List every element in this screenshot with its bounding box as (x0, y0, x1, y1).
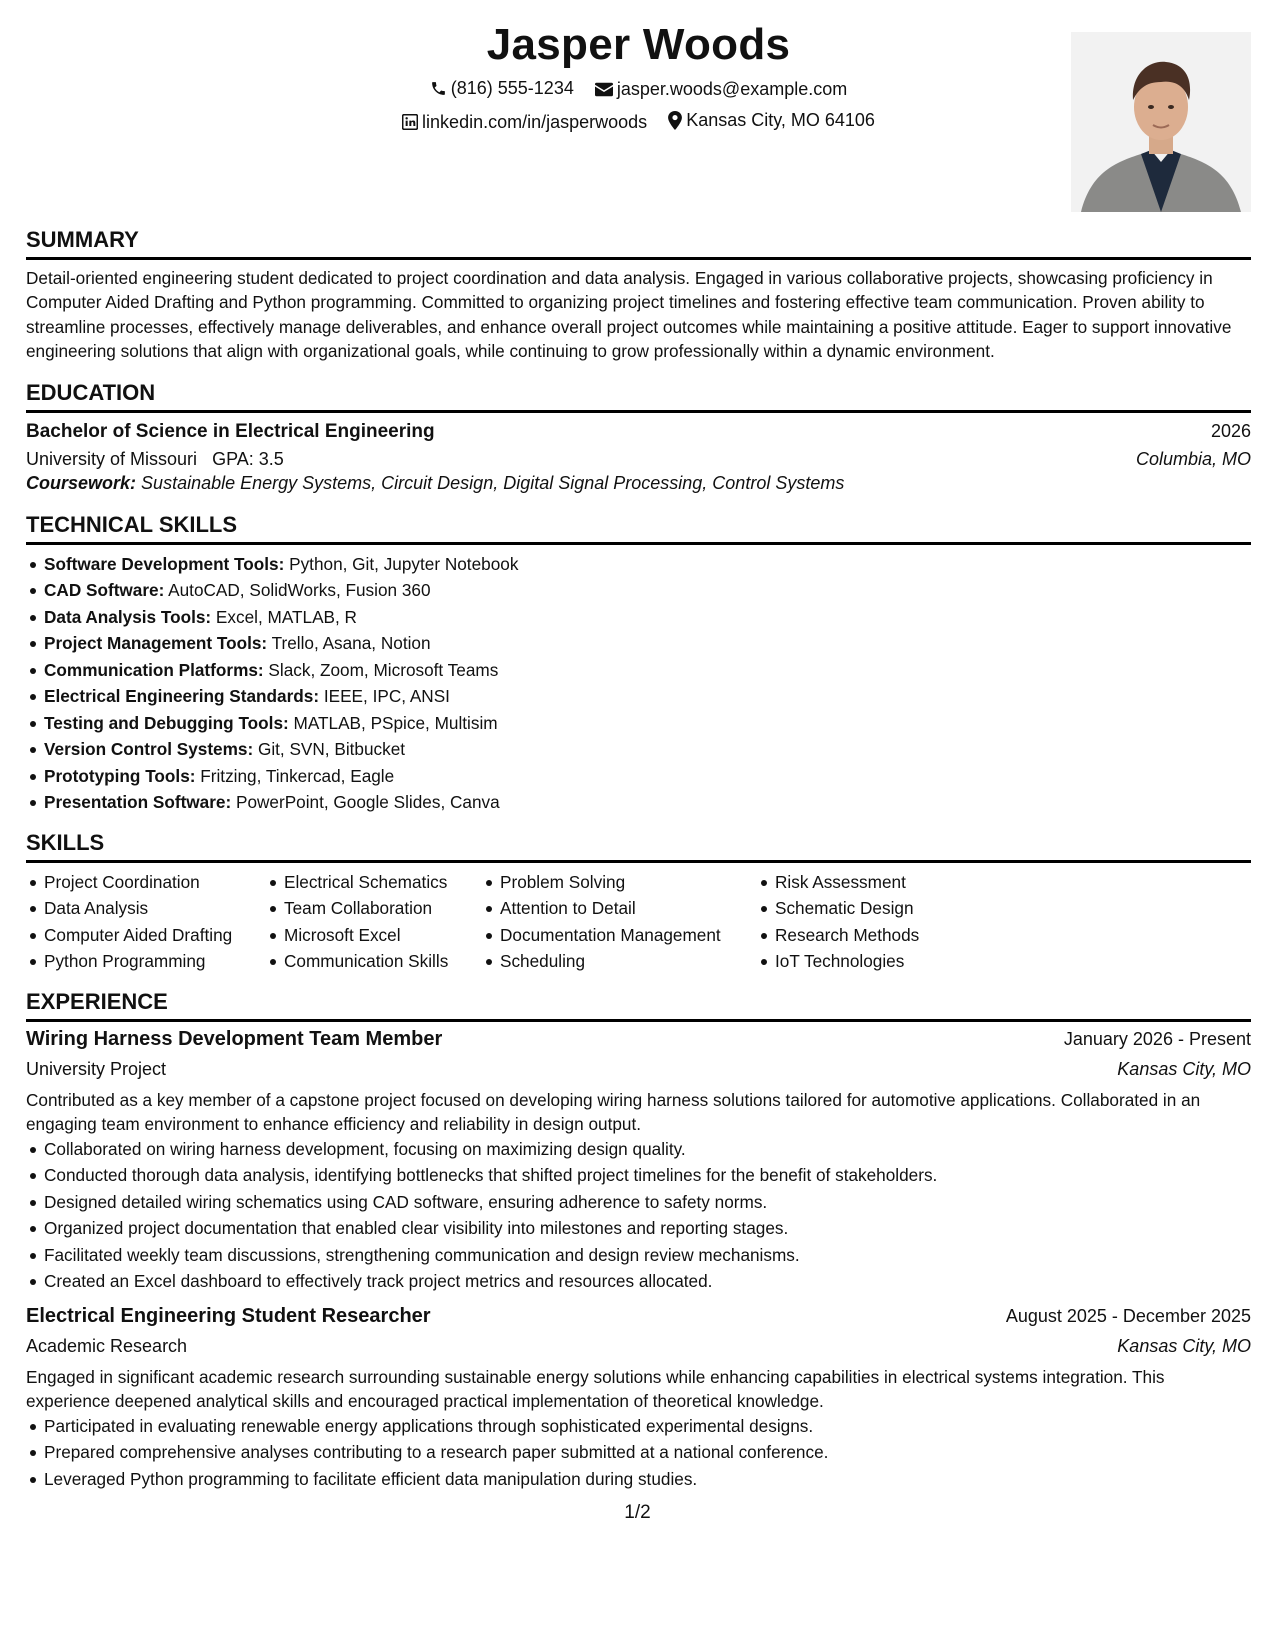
school-name: University of Missouri (26, 448, 198, 469)
skills-grid (26, 869, 1251, 975)
skills-column-3 (482, 869, 757, 975)
education-heading: EDUCATION (26, 380, 1251, 413)
skills-section (26, 830, 1251, 975)
coursework-label: Coursework: (26, 472, 137, 493)
email-contact[interactable] (595, 79, 847, 100)
list-item: Research Methods (775, 922, 1015, 949)
job-description: Engaged in significant academic research surrounding sustainable energy solutions while enhancing capabilities in electrical systems integration. This experience deepened analytical skills and encouraged practical implementation of theoretical knowledge. (26, 1366, 1165, 1411)
list-item: Created an Excel dashboard to effectively track project metrics and resources allocated. (44, 1268, 1251, 1295)
phone-icon (430, 80, 447, 97)
map-pin-icon (668, 111, 682, 130)
location-contact (668, 110, 875, 131)
contact-row-1 (26, 78, 1251, 102)
list-item: Attention to Detail (500, 895, 757, 922)
list-item: Communication Platforms: Slack, Zoom, Microsoft Teams (44, 657, 1251, 684)
job-organization: Academic Research (26, 1335, 188, 1356)
job-description: Contributed as a key member of a capstone project focused on developing wiring harness solutions tailored for automotive applications. Collaborated in an engaging team environment to enhance efficiency and reliability in design output. (26, 1089, 1201, 1134)
list-item: Software Development Tools: Python, Git, Jupyter Notebook (44, 551, 1251, 578)
skills-column-1 (26, 869, 266, 975)
page-number: 1/2 (624, 1502, 651, 1523)
list-item: Python Programming (44, 948, 266, 975)
phone-contact[interactable] (430, 78, 574, 99)
list-item: Participated in evaluating renewable energy applications through sophisticated experimental designs. (44, 1413, 1251, 1440)
location-text: Kansas City, MO 64106 (686, 110, 875, 130)
summary-heading: SUMMARY (26, 227, 1251, 260)
list-item: Prepared comprehensive analyses contributing to a research paper submitted at a national conference. (44, 1439, 1251, 1466)
coursework (26, 473, 1251, 494)
list-item: Risk Assessment (775, 869, 1015, 896)
job-dates: January 2026 - Present (1063, 1028, 1251, 1049)
technical-skills-heading: TECHNICAL SKILLS (26, 512, 1251, 545)
list-item: Data Analysis (44, 895, 266, 922)
list-item: Data Analysis Tools: Excel, MATLAB, R (44, 604, 1251, 631)
technical-skills-list (26, 551, 1251, 816)
skills-heading: SKILLS (26, 830, 1251, 863)
job-title: Electrical Engineering Student Researcher (26, 1304, 431, 1327)
profile-photo (1071, 32, 1251, 212)
phone-text: (816) 555-1234 (450, 78, 574, 98)
technical-skills-section (26, 512, 1251, 816)
list-item: Communication Skills (284, 948, 482, 975)
list-item: Team Collaboration (284, 895, 482, 922)
list-item: Leveraged Python programming to facilitate efficient data manipulation during studies. (44, 1466, 1251, 1493)
experience-section (26, 989, 1251, 1493)
list-item: Schematic Design (775, 895, 1015, 922)
resume-header (26, 20, 1251, 225)
list-item: Presentation Software: PowerPoint, Google Slides, Canva (44, 789, 1251, 816)
list-item: Electrical Engineering Standards: IEEE, IPC, ANSI (44, 683, 1251, 710)
school-location: Columbia, MO (1135, 448, 1251, 469)
email-text: jasper.woods@example.com (616, 79, 848, 99)
skills-column-4 (757, 869, 1015, 975)
list-item: Project Coordination (44, 869, 266, 896)
job-location: Kansas City, MO (1117, 1335, 1251, 1356)
candidate-name: Jasper Woods (486, 20, 791, 69)
list-item: Version Control Systems: Git, SVN, Bitbucket (44, 736, 1251, 763)
list-item: Documentation Management (500, 922, 757, 949)
school-info (26, 449, 284, 470)
list-item: Project Management Tools: Trello, Asana, Notion (44, 630, 1251, 657)
list-item: Microsoft Excel (284, 922, 482, 949)
list-item: CAD Software: AutoCAD, SolidWorks, Fusion 360 (44, 577, 1251, 604)
graduation-year: 2026 (1210, 420, 1251, 441)
coursework-list: Sustainable Energy Systems, Circuit Design, Digital Signal Processing, Control Systems (141, 472, 845, 493)
list-item: Designed detailed wiring schematics using CAD software, ensuring adherence to safety norms. (44, 1189, 1251, 1216)
degree-title: Bachelor of Science in Electrical Engineering (26, 420, 435, 442)
job-bullets (26, 1136, 1251, 1295)
summary-section (26, 227, 1251, 364)
job-bullets (26, 1413, 1251, 1493)
resume-page (26, 20, 1251, 1492)
list-item: Collaborated on wiring harness development, focusing on maximizing design quality. (44, 1136, 1251, 1163)
gpa: GPA: 3.5 (212, 448, 284, 469)
list-item: Electrical Schematics (284, 869, 482, 896)
summary-text: Detail-oriented engineering student dedicated to project coordination and data analysis. Engaged in various collaborative projects, showcasing proficiency in Computer Aided Drafting and Python programming. Committed to organizing project timelines and fostering effective team communication. Proven ability to streamline processes, effectively manage deliverables, and enhance overall project outcomes while maintaining a positive attitude. Eager to support innovative engineering solutions that align with organizational goals, while continuing to grow professionally within a dynamic environment. (26, 268, 1232, 362)
list-item: Conducted thorough data analysis, identifying bottlenecks that shifted project timelines for the benefit of stakeholders. (44, 1162, 1251, 1189)
job-location: Kansas City, MO (1117, 1058, 1251, 1079)
list-item: Computer Aided Drafting (44, 922, 266, 949)
linkedin-contact[interactable] (402, 112, 647, 133)
envelope-icon (595, 82, 613, 97)
job-dates: August 2025 - December 2025 (1005, 1305, 1251, 1326)
list-item: Problem Solving (500, 869, 757, 896)
job-organization: University Project (26, 1058, 167, 1079)
skills-column-2 (266, 869, 482, 975)
list-item: Prototyping Tools: Fritzing, Tinkercad, Eagle (44, 763, 1251, 790)
portrait-illustration (1071, 32, 1251, 212)
experience-heading: EXPERIENCE (26, 989, 1251, 1022)
job-entry (26, 1028, 1251, 1295)
education-section (26, 380, 1251, 494)
list-item: Facilitated weekly team discussions, strengthening communication and design review mechanisms. (44, 1242, 1251, 1269)
list-item: Scheduling (500, 948, 757, 975)
list-item: Testing and Debugging Tools: MATLAB, PSpice, Multisim (44, 710, 1251, 737)
job-entry (26, 1305, 1251, 1493)
linkedin-text: linkedin.com/in/jasperwoods (422, 111, 648, 132)
linkedin-icon (402, 114, 418, 130)
list-item: IoT Technologies (775, 948, 1015, 975)
contact-row-2 (26, 110, 1251, 135)
list-item: Organized project documentation that enabled clear visibility into milestones and reporting stages. (44, 1215, 1251, 1242)
job-title: Wiring Harness Development Team Member (26, 1027, 443, 1050)
